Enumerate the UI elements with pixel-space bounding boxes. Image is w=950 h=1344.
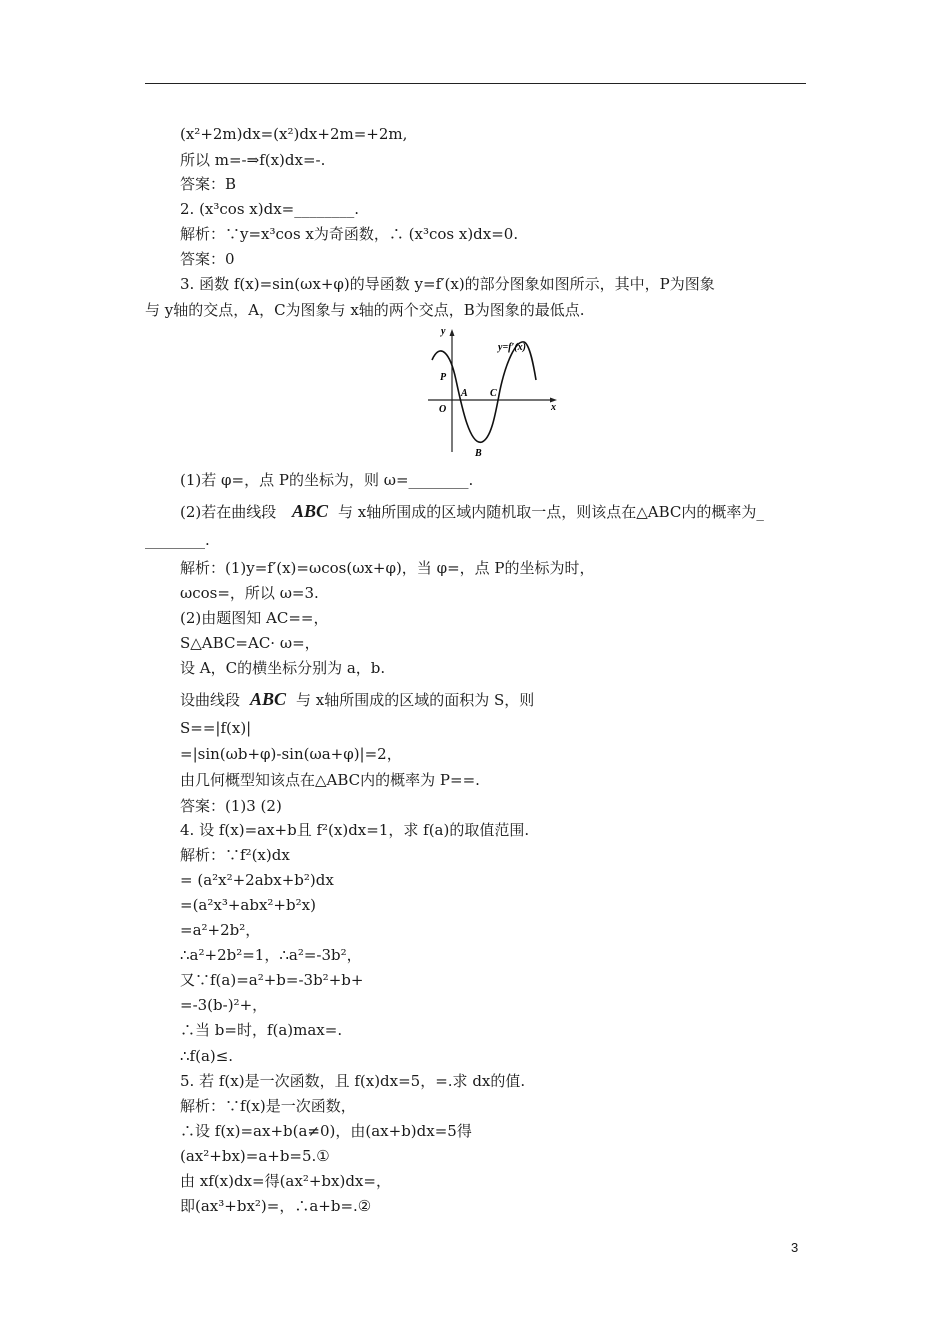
text-line: 设 A，C的横坐标分别为 a，b.	[180, 659, 386, 677]
text-line: 所以 m=-⇒f(x)dx=-.	[180, 151, 326, 169]
point-p-label: P	[440, 372, 447, 383]
text-line: S==|f(x)|	[180, 719, 252, 737]
curve-label: y=f′(x)	[498, 342, 526, 353]
graph-svg	[426, 324, 562, 460]
origin-label: O	[439, 404, 447, 415]
text-line: =-3(b-)²+，	[180, 996, 268, 1014]
point-a-label: A	[461, 388, 468, 399]
derivative-graph-figure	[426, 324, 562, 460]
text-line: 答案：B	[180, 175, 237, 193]
text-line: ∴a²+2b²=1，∴a²=-3b²，	[180, 946, 362, 964]
text-line: ∴设 f(x)=ax+b(a≠0)，由(ax+b)dx=5得	[180, 1122, 472, 1140]
text-line: 解析：(1)y=f′(x)=ωcos(ωx+φ)，当 φ=，点 P的坐标为时，	[180, 559, 595, 577]
text-line: ωcos=，所以 ω=3.	[180, 584, 319, 602]
text-line: 4. 设 f(x)=ax+b且 f²(x)dx=1，求 f(a)的取值范围.	[180, 821, 530, 839]
text-line: 与 x轴所围成的区域内随机取一点，则该点在△ABC内的概率为_	[338, 503, 764, 521]
y-axis-label: y	[441, 326, 446, 337]
text-line: ∴当 b=时，f(a)max=.	[180, 1021, 343, 1039]
text-line: 设曲线段	[180, 691, 241, 709]
x-axis-label: x	[551, 402, 556, 413]
text-line: 解析：∵f(x)是一次函数，	[180, 1097, 356, 1115]
text-line: (ax²+bx)=a+b=5.①	[180, 1147, 330, 1165]
text-line: ∴f(a)≤.	[180, 1047, 234, 1065]
text-line: S△ABC=AC· ω=，	[180, 634, 320, 652]
point-c-label: C	[490, 388, 497, 399]
text-line: 3. 函数 f(x)=sin(ωx+φ)的导函数 y=f′(x)的部分图象如图所示，其中，P为图象	[180, 275, 715, 293]
y-axis-arrow	[450, 329, 455, 336]
text-line: 与 x轴所围成的区域的面积为 S，则	[296, 691, 535, 709]
text-line: (2)若在曲线段	[180, 503, 277, 521]
text-line: = (a²x²+2abx+b²)dx	[180, 871, 334, 889]
page-number: 3	[791, 1240, 799, 1255]
text-line: 由几何概型知该点在△ABC内的概率为 P==.	[180, 771, 480, 789]
point-b-label: B	[475, 448, 482, 459]
text-line: 答案：(1)3 (2)	[180, 797, 282, 815]
text-line: 即(ax³+bx²)=，∴a+b=.②	[180, 1197, 372, 1215]
text-line: 与 y轴的交点，A，C为图象与 x轴的两个交点，B为图象的最低点.	[145, 301, 585, 319]
text-line: =|sin(ωb+φ)-sin(ωa+φ)|=2，	[180, 745, 402, 763]
text-line: =(a²x³+abx²+b²x)	[180, 896, 316, 914]
header-rule	[145, 83, 806, 84]
text-line: 答案：0	[180, 250, 235, 268]
text-line: (2)由题图知 AC==，	[180, 609, 329, 627]
text-line: (1)若 φ=，点 P的坐标为，则 ω=________.	[180, 471, 474, 489]
text-line: =a²+2b²，	[180, 921, 261, 939]
text-line: 解析：∵y=x³cos x为奇函数，∴ (x³cos x)dx=0.	[180, 225, 519, 243]
text-line: 2. (x³cos x)dx=________.	[180, 200, 360, 218]
text-line: 又∵f(a)=a²+b=-3b²+b+	[180, 971, 364, 989]
text-line: ________.	[145, 531, 210, 549]
arc-abc-mark-1: ABC	[292, 501, 329, 521]
text-line: 由 xf(x)dx=得(ax²+bx)dx=，	[180, 1172, 391, 1190]
text-line: 解析：∵f²(x)dx	[180, 846, 290, 864]
derivative-curve	[432, 342, 536, 442]
text-line: (x²+2m)dx=(x²)dx+2m=+2m,	[180, 125, 408, 143]
arc-abc-mark-2: ABC	[250, 689, 287, 709]
text-line: 5. 若 f(x)是一次函数，且 f(x)dx=5，=.求 dx的值.	[180, 1072, 526, 1090]
